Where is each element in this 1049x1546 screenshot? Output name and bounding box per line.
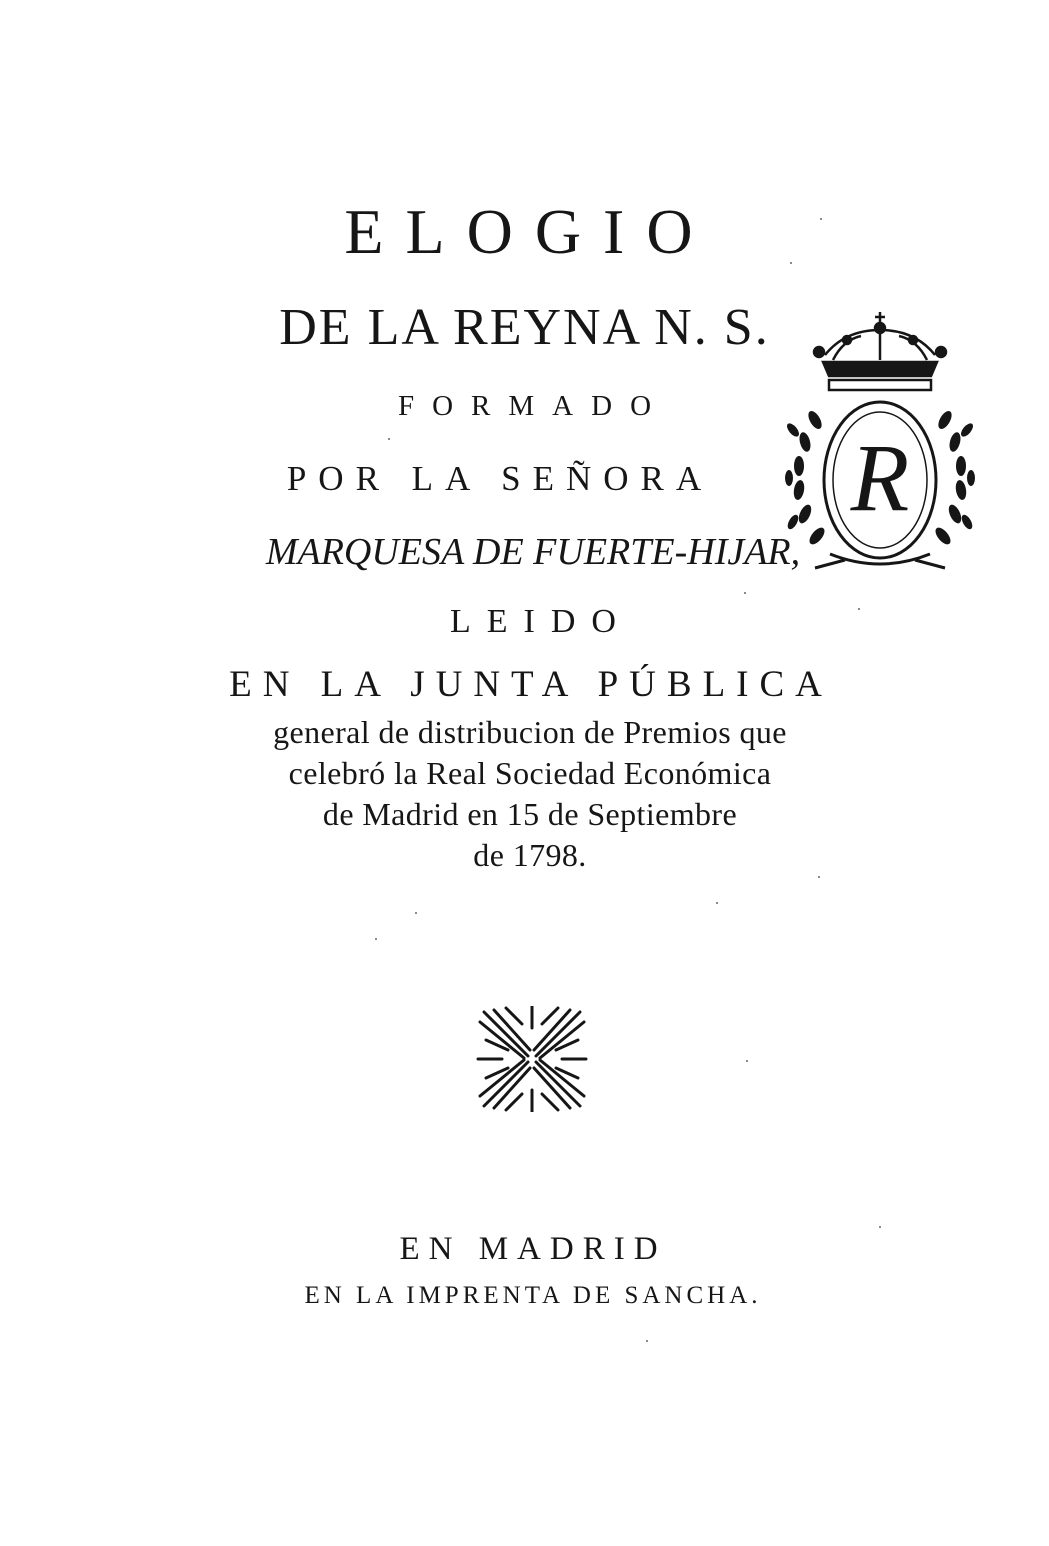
paper-speck — [388, 438, 390, 440]
monogram-text: R — [850, 424, 910, 531]
paper-speck — [744, 592, 746, 594]
imprint-printer: EN LA IMPRENTA DE SANCHA. — [304, 1282, 762, 1309]
title-junta-publica: EN LA JUNTA PÚBLICA — [229, 664, 833, 705]
title-marquesa: MARQUESA DE FUERTE-HIJAR, — [265, 531, 801, 573]
body-line: de Madrid en 15 de Septiembre — [322, 796, 738, 832]
body-line: general de distribucion de Premios que — [273, 714, 787, 750]
title-leido: LEIDO — [450, 603, 632, 640]
laurel-right-icon — [933, 409, 975, 547]
paper-speck — [858, 608, 860, 610]
title-reyna: DE LA REYNA N. S. — [279, 299, 770, 356]
imprint-place: EN MADRID — [399, 1231, 667, 1267]
body-line: de 1798. — [473, 837, 587, 873]
title-por-la-senora: POR LA SEÑORA — [286, 459, 714, 498]
paper-speck — [375, 938, 377, 940]
paper-speck — [818, 876, 820, 878]
title-formado: FORMADO — [397, 390, 670, 422]
paper-speck — [646, 1340, 648, 1342]
paper-speck — [746, 1060, 748, 1062]
paper-speck — [415, 912, 417, 914]
paper-speck — [790, 262, 792, 264]
paper-speck — [716, 902, 718, 904]
library-seal-stamp — [785, 310, 975, 570]
crown-icon — [814, 312, 946, 390]
laurel-left-icon — [785, 409, 827, 547]
body-line: celebró la Real Sociedad Económica — [288, 755, 772, 791]
printers-ornament-icon — [476, 1006, 588, 1112]
body-paragraph — [240, 712, 820, 876]
title-elogio: ELOGIO — [344, 196, 715, 267]
paper-speck — [879, 1226, 881, 1228]
paper-speck — [820, 218, 822, 220]
